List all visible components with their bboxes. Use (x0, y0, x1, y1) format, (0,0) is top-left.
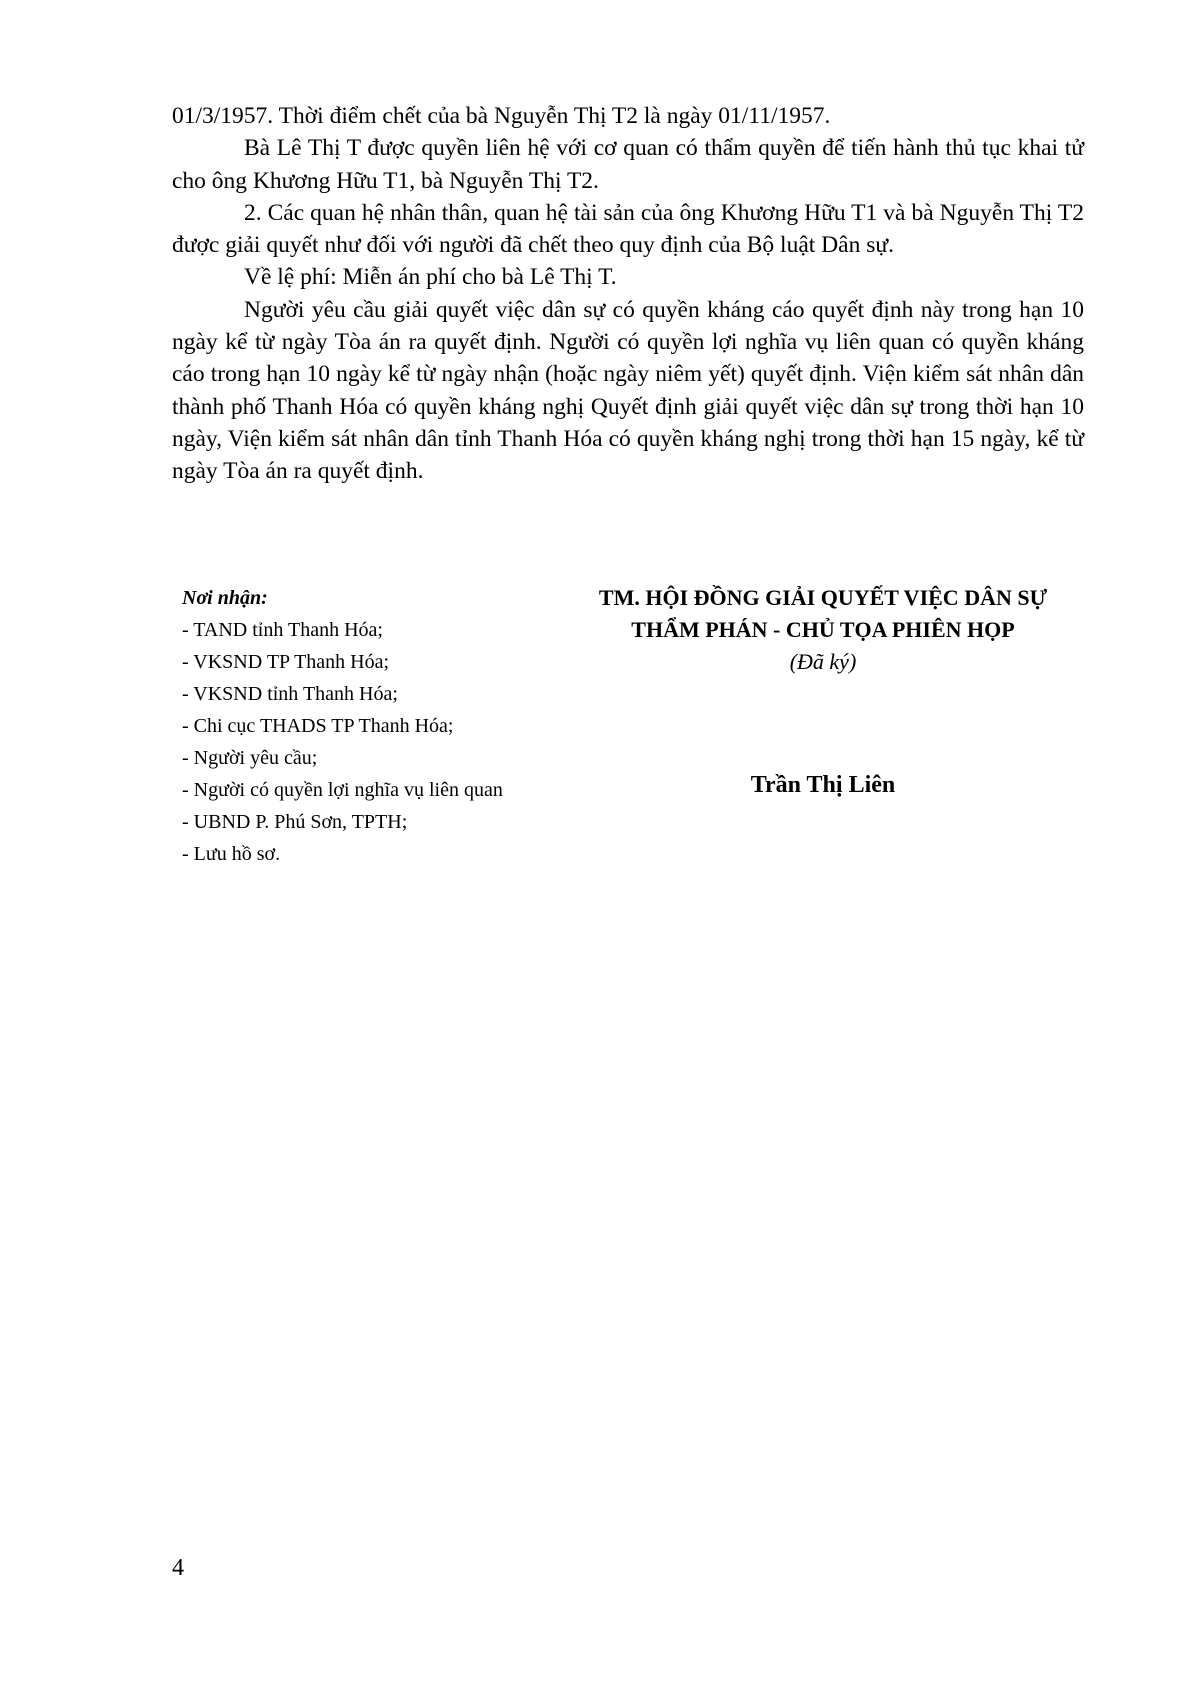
paragraph-death-registration: Bà Lê Thị T được quyền liên hệ với cơ quan có thẩm quyền để tiến hành thủ tục khai tử cho ông Khương Hữu T1, bà Nguyễn Thị T2. (172, 135, 1084, 194)
recipient-item: - Chi cục THADS TP Thanh Hóa; (182, 715, 454, 737)
signature-block (560, 582, 1086, 801)
signature-council-title: TM. HỘI ĐỒNG GIẢI QUYẾT VIỆC DÂN SỰ (598, 585, 1048, 610)
recipient-item: - Người yêu cầu; (182, 747, 318, 769)
paragraph-court-fee: Về lệ phí: Miễn án phí cho bà Lê Thị T. (244, 264, 617, 291)
recipients-list (182, 614, 602, 870)
recipient-item: - Lưu hồ sơ. (182, 843, 281, 865)
page-number: 4 (172, 1555, 184, 1581)
paragraph-appeal-rights: Người yêu cầu giải quyết việc dân sự có quyền kháng cáo quyết định này trong hạn 10 ngày kể từ ngày Tòa án ra quyết định. Người có quyền lợi nghĩa vụ liên quan có quyền kháng cáo trong hạn 10 ngày kể từ ngày nhận (hoặc ngày niêm yết) quyết định. Viện kiểm sát nhân dân thành phố Thanh Hóa có quyền kháng nghị Quyết định giải quyết việc dân sự trong thời hạn 10 ngày, Viện kiểm sát nhân dân tỉnh Thanh Hóa có quyền kháng nghị trong thời hạn 15 ngày, kể từ ngày Tòa án ra quyết định. (172, 296, 1084, 485)
recipients-heading: Nơi nhận: (182, 587, 268, 609)
paragraph-date-of-death: 01/3/1957. Thời điểm chết của bà Nguyễn Thị T2 là ngày 01/11/1957. (172, 103, 831, 129)
recipients-block (182, 582, 602, 870)
recipient-item: - VKSND TP Thanh Hóa; (182, 651, 390, 673)
paragraph-legal-relations: 2. Các quan hệ nhân thân, quan hệ tài sản của ông Khương Hữu T1 và bà Nguyễn Thị T2 được giải quyết như đối với người đã chết theo quy định của Bộ luật Dân sự. (172, 199, 1084, 259)
signature-judge-title: THẨM PHÁN - CHỦ TỌA PHIÊN HỌP (631, 617, 1015, 642)
decision-body (172, 100, 1084, 488)
recipient-item: - VKSND tỉnh Thanh Hóa; (182, 683, 398, 705)
signer-name: Trần Thị Liên (750, 772, 896, 798)
signed-note: (Đã ký) (789, 649, 857, 674)
recipient-item: - UBND P. Phú Sơn, TPTH; (182, 811, 408, 833)
recipient-item: - Người có quyền lợi nghĩa vụ liên quan (182, 779, 503, 801)
recipient-item: - TAND tỉnh Thanh Hóa; (182, 619, 383, 641)
